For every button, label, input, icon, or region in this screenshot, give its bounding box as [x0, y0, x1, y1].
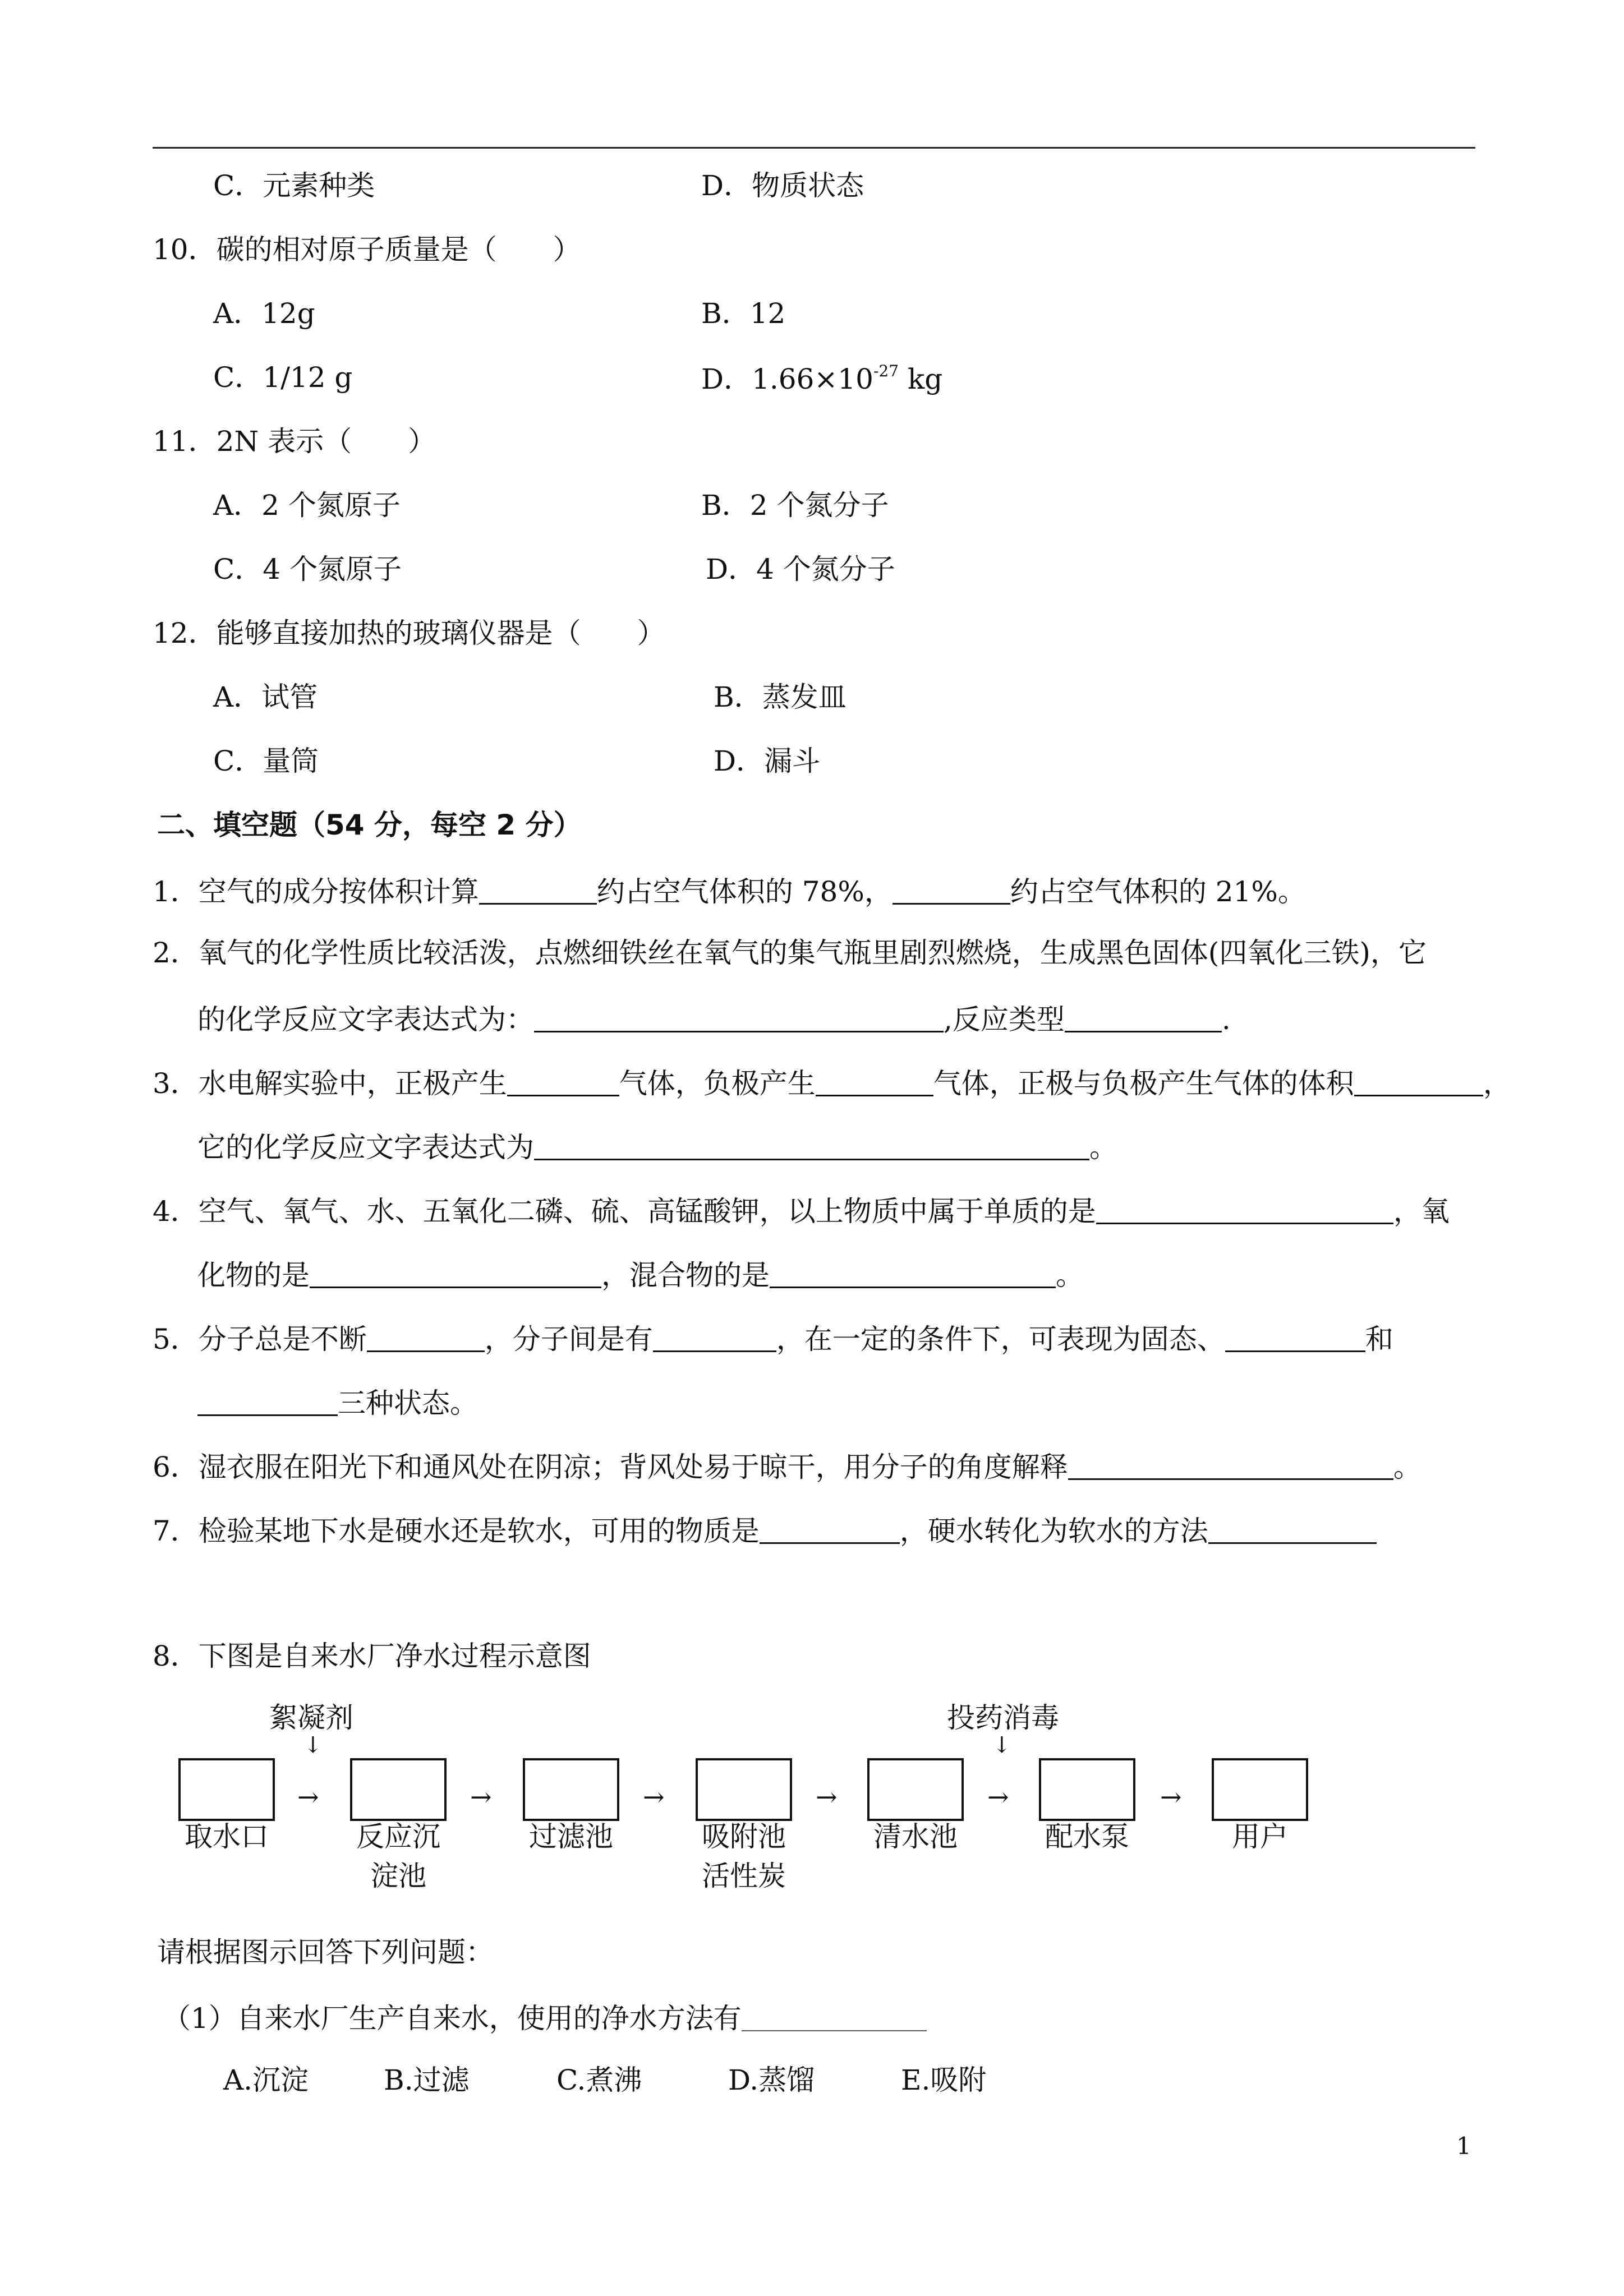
stage-box-adsorption: [696, 1758, 792, 1821]
sub-1-option-d: D.蒸馏: [728, 2064, 815, 2096]
fill-3-blank-4[interactable]: [534, 1131, 1089, 1160]
stage-label: 用户: [1232, 1820, 1288, 1853]
q9-option-d: D．物质状态: [701, 169, 864, 202]
fill-2-blank-1[interactable]: [534, 1003, 944, 1032]
fill-5-line-1: 5．分子总是不断 ，分子间是有 ，在一定的条件下，可表现为固态、 和: [153, 1323, 1393, 1356]
answer-prompt: 请根据图示回答下列问题：: [157, 1936, 494, 1968]
flow-arrow-icon: →: [816, 1782, 838, 1812]
fill-3-blank-3[interactable]: [1354, 1067, 1483, 1096]
stage-box-sedimentation: [350, 1758, 447, 1821]
q12-option-b: B．蒸发皿: [714, 681, 846, 713]
fill-1-blank-1[interactable]: [479, 875, 597, 905]
fill-3-line-1: 3．水电解实验中，正极产生 气体，负极产生 气体，正极与负极产生气体的体积 ，: [153, 1067, 1511, 1100]
down-arrow-icon: ↓: [992, 1732, 1011, 1758]
fill-5-blank-3[interactable]: [1225, 1322, 1365, 1352]
fill-5-blank-1[interactable]: [367, 1322, 485, 1352]
fill-4-line-2: 化物的是 ，混合物的是 。: [197, 1259, 1084, 1292]
q12-option-c: C．量筒: [213, 745, 319, 777]
stage-label: 配水泵: [1045, 1820, 1129, 1853]
fill-2-line-1: 2．氧气的化学性质比较活泼，点燃细铁丝在氧气的集气瓶里剧烈燃烧，生成黑色固体(四氧化三铁)，它: [153, 937, 1427, 969]
sub-1-option-c: C.煮沸: [556, 2064, 642, 2096]
stage-label: 吸附池 活性炭: [702, 1820, 786, 1892]
fill-5-blank-4[interactable]: [197, 1386, 338, 1416]
flow-arrow-icon: →: [987, 1782, 1009, 1812]
q10-stem: 10．碳的相对原子质量是（ ）: [153, 233, 581, 266]
sub-1-option-a: A.沉淀: [223, 2064, 309, 2096]
stage-label: 反应沉 淀池: [356, 1820, 440, 1892]
additive-disinfect: 投药消毒: [947, 1702, 1059, 1734]
q10-option-c: C．1/12 g: [213, 361, 353, 394]
flow-arrow-icon: →: [1160, 1782, 1182, 1812]
stage-label: 取水口: [185, 1820, 269, 1853]
q11-option-c: C．4 个氮原子: [213, 553, 402, 585]
sub-1-option-b: B.过滤: [384, 2064, 470, 2096]
fill-7-blank-2[interactable]: [1208, 1514, 1377, 1544]
q10-option-a: A．12g: [213, 297, 315, 330]
sub-question-1: （1）自来水厂生产自来水，使用的净水方法有: [163, 2002, 927, 2032]
fill-4-blank-1[interactable]: [1096, 1195, 1393, 1224]
flow-arrow-icon: →: [297, 1782, 319, 1812]
fill-2-line-2: 的化学反应文字表达式为： ,反应类型 .: [197, 1003, 1231, 1036]
fill-6: 6．湿衣服在阳光下和通风处在阴凉；背风处易于晾干，用分子的角度解释 。: [153, 1451, 1421, 1483]
fill-7-blank-1[interactable]: [760, 1514, 900, 1544]
q11-option-b: B．2 个氮分子: [701, 489, 889, 522]
header-rule: [153, 147, 1475, 149]
stage-box-filter: [523, 1758, 619, 1821]
stage-box-clear-water: [867, 1758, 964, 1821]
q11-option-a: A．2 个氮原子: [213, 489, 401, 522]
down-arrow-icon: ↓: [303, 1732, 323, 1758]
fill-7: 7．检验某地下水是硬水还是软水，可用的物质是 ，硬水转化为软水的方法: [153, 1514, 1377, 1545]
stage-box-pump: [1039, 1758, 1135, 1821]
sub-1-blank[interactable]: [742, 2002, 927, 2031]
q12-option-a: A．试管: [213, 681, 318, 713]
fill-3-blank-2[interactable]: [816, 1067, 933, 1096]
additive-flocculant: 絮凝剂: [269, 1702, 353, 1734]
fill-1-blank-2[interactable]: [892, 875, 1010, 905]
flow-arrow-icon: →: [643, 1782, 665, 1812]
fill-1: 1．空气的成分按体积计算 约占空气体积的 78%， 约占空气体积的 21%。: [153, 875, 1306, 908]
page-number: 1: [1456, 2132, 1471, 2160]
q11-stem: 11．2N 表示（ ）: [153, 425, 436, 458]
q12-option-d: D．漏斗: [714, 745, 821, 777]
q9-option-c: C．元素种类: [213, 169, 375, 202]
q12-stem: 12．能够直接加热的玻璃仪器是（ ）: [153, 617, 665, 649]
fill-3-blank-1[interactable]: [507, 1067, 619, 1096]
q11-option-d: D．4 个氮分子: [706, 553, 895, 585]
flow-arrow-icon: →: [470, 1782, 492, 1812]
fill-5-line-2: 三种状态。: [197, 1386, 478, 1417]
fill-6-blank-1[interactable]: [1068, 1450, 1393, 1480]
stage-label: 过滤池: [529, 1820, 613, 1853]
fill-4-blank-2[interactable]: [310, 1258, 601, 1288]
fill-5-blank-2[interactable]: [653, 1322, 776, 1352]
fill-4-blank-3[interactable]: [770, 1258, 1056, 1288]
section-title: 二、填空题（54 分，每空 2 分）: [157, 809, 582, 841]
stage-label: 清水池: [873, 1820, 958, 1853]
fill-4-line-1: 4．空气、氧气、水、五氧化二磷、硫、高锰酸钾，以上物质中属于单质的是 ，氧: [153, 1195, 1450, 1228]
q10-option-b: B．12: [701, 297, 786, 330]
stage-box-user: [1212, 1758, 1308, 1821]
stage-box-intake: [178, 1758, 275, 1821]
fill-2-blank-2[interactable]: [1065, 1003, 1222, 1032]
q10-option-d: D．$1.66\times 10^{-27}$ kg: [701, 362, 943, 395]
fill-3-line-2: 它的化学反应文字表达式为 。: [197, 1131, 1117, 1164]
sub-1-option-e: E.吸附: [901, 2064, 987, 2096]
fill-8-stem: 8．下图是自来水厂净水过程示意图: [153, 1640, 591, 1672]
